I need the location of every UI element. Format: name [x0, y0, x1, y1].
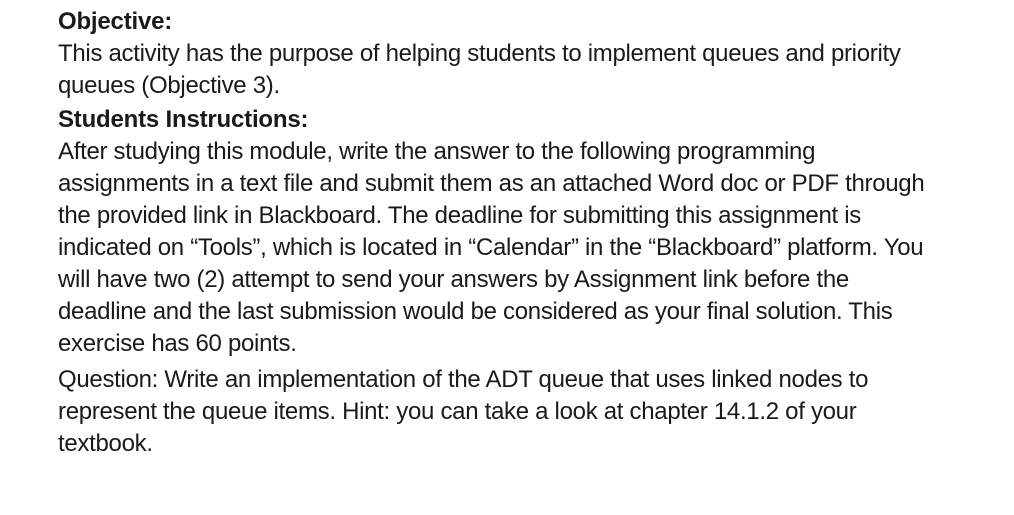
instructions-text — [58, 136, 938, 360]
question-line: represent the queue items. Hint: you can take a look at chapter 14.1.2 of your — [58, 398, 857, 425]
instructions-line: After studying this module, write the answer to the following programming — [58, 138, 816, 165]
question-line: textbook. — [58, 430, 153, 457]
objective-line: queues (Objective 3). — [58, 72, 280, 99]
instructions-line: will have two (2) attempt to send your answers by Assignment link before the — [58, 266, 849, 293]
instructions-line: exercise has 60 points. — [58, 330, 297, 357]
instructions-line: the provided link in Blackboard. The deadline for submitting this assignment is — [58, 202, 861, 229]
objective-text — [58, 38, 938, 102]
question-line: Question: Write an implementation of the ADT queue that uses linked nodes to — [58, 366, 869, 393]
instructions-line: assignments in a text file and submit them as an attached Word doc or PDF through — [58, 170, 925, 197]
objective-heading: Objective: — [58, 8, 173, 35]
assignment-document — [58, 6, 938, 460]
objective-line: This activity has the purpose of helping students to implement queues and priority — [58, 40, 901, 67]
instructions-line: deadline and the last submission would be considered as your final solution. This — [58, 298, 893, 325]
instructions-line: indicated on “Tools”, which is located in “Calendar” in the “Blackboard” platform. You — [58, 234, 924, 261]
instructions-heading: Students Instructions: — [58, 106, 309, 133]
question-text — [58, 364, 938, 460]
